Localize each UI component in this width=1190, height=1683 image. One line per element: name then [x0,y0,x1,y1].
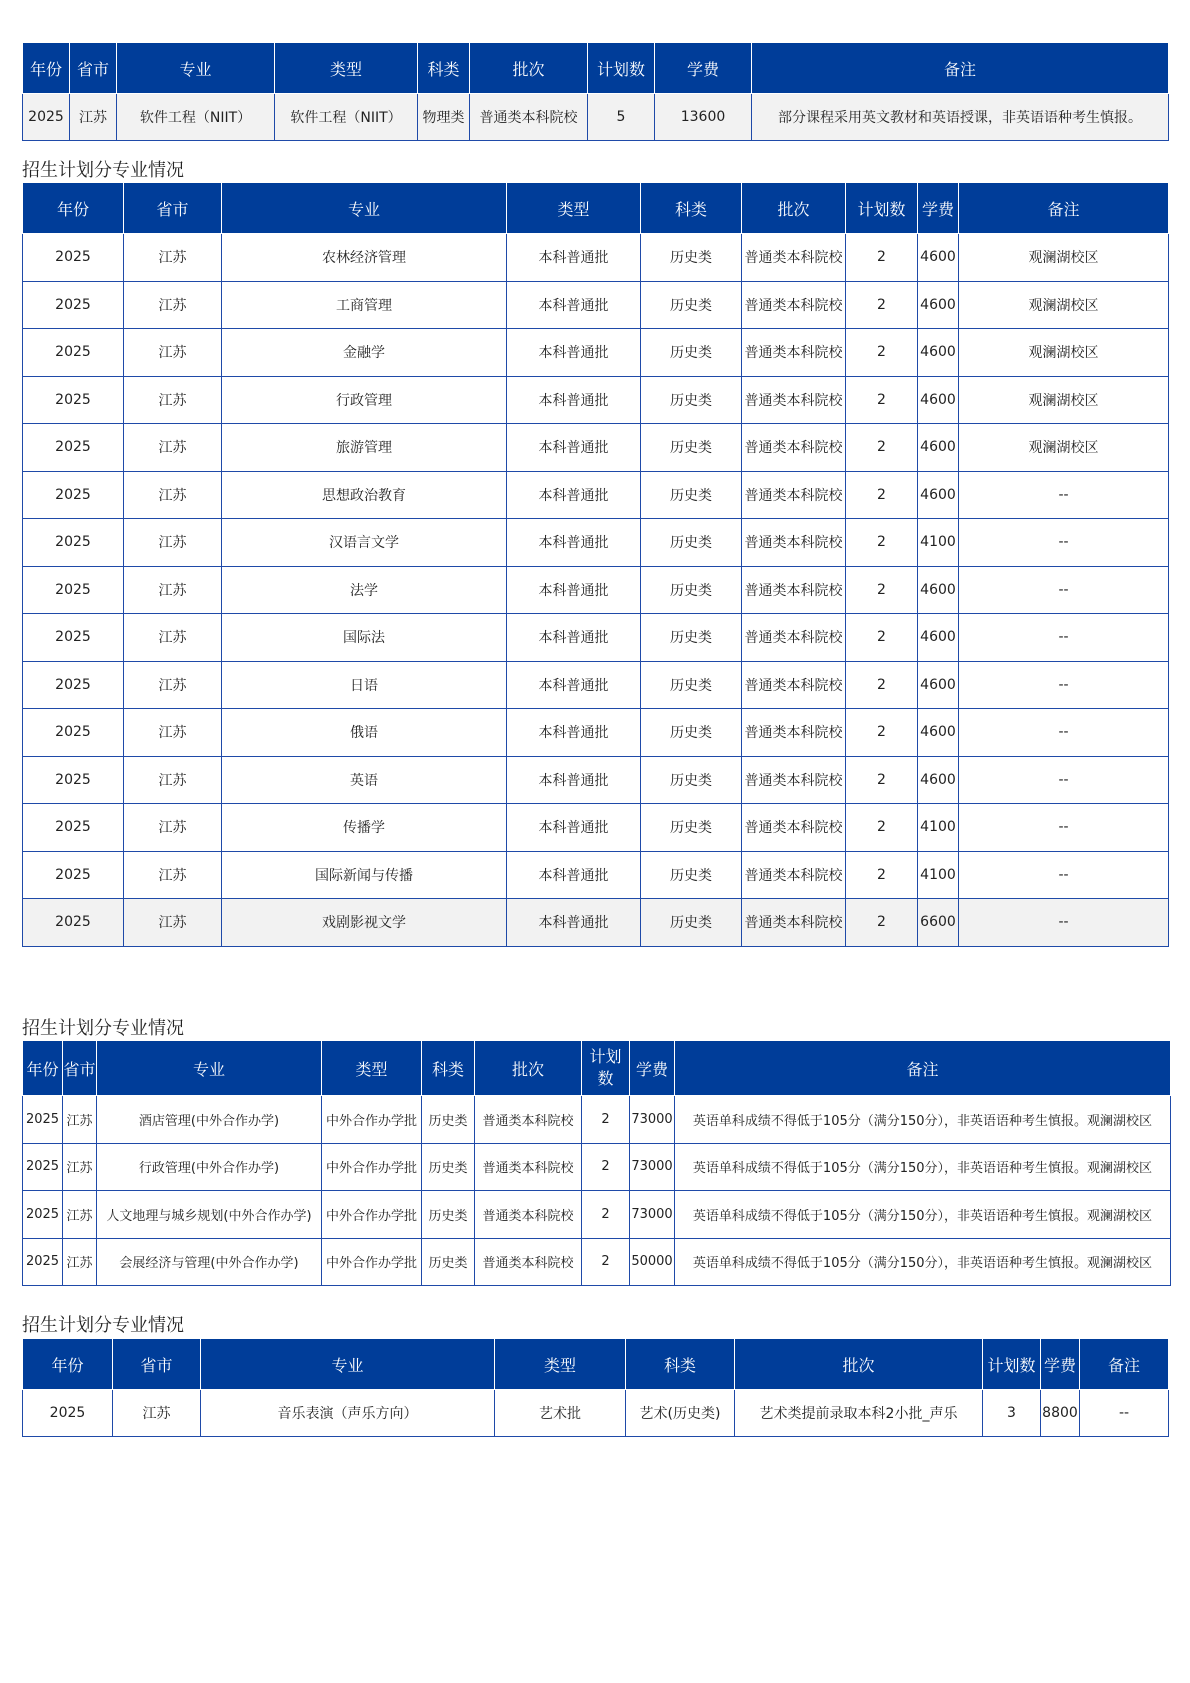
year-cell: 2025 [23,899,124,947]
fee-cell: 4600 [918,424,959,472]
fee-cell: 4600 [918,661,959,709]
year-cell: 2025 [23,851,124,899]
note-cell: -- [959,804,1169,852]
fee-cell: 6600 [918,899,959,947]
type-cell: 本科普通批 [507,376,641,424]
major-cell: 英语 [222,756,507,804]
major-header: 专业 [201,1339,495,1390]
table-row [23,709,1169,757]
province-cell: 江苏 [63,1191,97,1239]
fee-cell: 4600 [918,329,959,377]
province-cell: 江苏 [63,1096,97,1144]
major-cell: 农林经济管理 [222,234,507,282]
plan-cell: 2 [846,329,918,377]
type-cell: 本科普通批 [507,329,641,377]
plan-cell: 2 [846,471,918,519]
major-cell: 金融学 [222,329,507,377]
plan-cell: 2 [582,1191,630,1239]
year-cell: 2025 [23,376,124,424]
type-cell: 中外合作办学批 [322,1143,422,1191]
fee-cell: 4600 [918,376,959,424]
section-title: 招生计划分专业情况 [22,1315,184,1336]
table-row [23,614,1169,662]
subject-cell: 历史类 [422,1238,475,1286]
major-cell: 传播学 [222,804,507,852]
year-cell: 2025 [23,614,124,662]
type-cell: 本科普通批 [507,661,641,709]
year-cell: 2025 [23,804,124,852]
plan-cell: 2 [846,566,918,614]
table-row [23,329,1169,377]
type-cell: 中外合作办学批 [322,1191,422,1239]
year-cell: 2025 [23,1143,63,1191]
batch-header: 批次 [735,1339,983,1390]
plan-cell: 2 [846,519,918,567]
province-cell: 江苏 [113,1390,201,1437]
province-cell: 江苏 [124,424,222,472]
type-cell: 本科普通批 [507,756,641,804]
plan-header: 计划数 [582,1041,630,1096]
major-cell: 国际法 [222,614,507,662]
batch-cell: 普通类本科院校 [742,281,846,329]
note-cell: -- [959,709,1169,757]
year-header: 年份 [23,183,124,234]
fee-cell: 8800 [1041,1390,1080,1437]
table-row [23,1390,1169,1437]
batch-cell: 普通类本科院校 [475,1238,582,1286]
plan-cell: 5 [588,94,655,141]
subject-header: 科类 [422,1041,475,1096]
note-cell: 观澜湖校区 [959,424,1169,472]
major-cell: 会展经济与管理(中外合作办学) [97,1238,322,1286]
type-cell: 本科普通批 [507,471,641,519]
table-row [23,424,1169,472]
batch-cell: 普通类本科院校 [742,661,846,709]
type-cell: 艺术批 [495,1390,626,1437]
subject-cell: 历史类 [641,614,742,662]
batch-cell: 普通类本科院校 [475,1096,582,1144]
plan-cell: 2 [582,1096,630,1144]
province-cell: 江苏 [124,376,222,424]
major-cell: 酒店管理(中外合作办学) [97,1096,322,1144]
section-title: 招生计划分专业情况 [22,160,184,181]
major-cell: 日语 [222,661,507,709]
major-header: 专业 [97,1041,322,1096]
province-cell: 江苏 [124,756,222,804]
note-cell: 英语单科成绩不得低于105分（满分150分），非英语语种考生慎报。观澜湖校区 [675,1191,1171,1239]
type-header: 类型 [322,1041,422,1096]
subject-cell: 历史类 [641,566,742,614]
note-cell: -- [959,471,1169,519]
note-cell: 观澜湖校区 [959,234,1169,282]
major-cell: 旅游管理 [222,424,507,472]
year-cell: 2025 [23,94,70,141]
plan-cell: 3 [983,1390,1041,1437]
plan-cell: 2 [846,424,918,472]
subject-header: 科类 [626,1339,735,1390]
major-cell: 思想政治教育 [222,471,507,519]
fee-cell: 50000 [630,1238,675,1286]
subject-cell: 历史类 [641,756,742,804]
plan-header: 计划数 [983,1339,1041,1390]
note-header: 备注 [752,43,1169,94]
fee-header: 学费 [918,183,959,234]
subject-header: 科类 [641,183,742,234]
fee-cell: 4600 [918,281,959,329]
major-cell: 行政管理 [222,376,507,424]
type-header: 类型 [495,1339,626,1390]
subject-cell: 历史类 [641,709,742,757]
type-cell: 本科普通批 [507,566,641,614]
plan-cell: 2 [846,756,918,804]
table-row [23,471,1169,519]
table-header-row [23,1041,1171,1096]
province-cell: 江苏 [124,661,222,709]
province-cell: 江苏 [124,471,222,519]
note-cell: 部分课程采用英文教材和英语授课，非英语语种考生慎报。 [752,94,1169,141]
year-cell: 2025 [23,709,124,757]
province-header: 省市 [124,183,222,234]
plan-cell: 2 [846,851,918,899]
table-row [23,376,1169,424]
fee-header: 学费 [1041,1339,1080,1390]
type-cell: 本科普通批 [507,709,641,757]
plan-table-2 [22,182,1169,947]
province-cell: 江苏 [124,281,222,329]
major-cell: 国际新闻与传播 [222,851,507,899]
subject-cell: 历史类 [641,519,742,567]
note-header: 备注 [1080,1339,1169,1390]
fee-cell: 4600 [918,471,959,519]
fee-cell: 4100 [918,851,959,899]
fee-cell: 4600 [918,566,959,614]
plan-cell: 2 [582,1143,630,1191]
table-row [23,661,1169,709]
plan-cell: 2 [846,376,918,424]
type-cell: 本科普通批 [507,234,641,282]
major-cell: 工商管理 [222,281,507,329]
subject-cell: 历史类 [641,376,742,424]
subject-cell: 历史类 [641,424,742,472]
year-header: 年份 [23,43,70,94]
batch-cell: 普通类本科院校 [742,566,846,614]
table-row [23,94,1169,141]
province-cell: 江苏 [124,614,222,662]
year-cell: 2025 [23,329,124,377]
major-cell: 汉语言文学 [222,519,507,567]
subject-cell: 历史类 [422,1096,475,1144]
fee-cell: 4600 [918,756,959,804]
table-row [23,566,1169,614]
table-row [23,519,1169,567]
batch-cell: 普通类本科院校 [742,424,846,472]
major-cell: 软件工程（NIIT） [117,94,275,141]
note-cell: -- [959,756,1169,804]
batch-cell: 普通类本科院校 [742,709,846,757]
plan-cell: 2 [846,614,918,662]
province-cell: 江苏 [124,519,222,567]
province-header: 省市 [63,1041,97,1096]
major-header: 专业 [222,183,507,234]
year-cell: 2025 [23,1096,63,1144]
major-cell: 音乐表演（声乐方向） [201,1390,495,1437]
batch-cell: 普通类本科院校 [742,234,846,282]
table-row [23,804,1169,852]
subject-cell: 历史类 [641,329,742,377]
province-cell: 江苏 [63,1238,97,1286]
table-row [23,756,1169,804]
province-header: 省市 [113,1339,201,1390]
batch-cell: 普通类本科院校 [742,329,846,377]
plan-cell: 2 [846,661,918,709]
fee-cell: 13600 [655,94,752,141]
fee-cell: 4100 [918,804,959,852]
province-cell: 江苏 [124,709,222,757]
year-cell: 2025 [23,1191,63,1239]
note-cell: -- [959,851,1169,899]
subject-cell: 历史类 [641,234,742,282]
note-cell: -- [959,519,1169,567]
batch-cell: 普通类本科院校 [742,804,846,852]
plan-cell: 2 [846,709,918,757]
plan-cell: 2 [846,281,918,329]
major-cell: 人文地理与城乡规划(中外合作办学) [97,1191,322,1239]
fee-cell: 73000 [630,1096,675,1144]
type-cell: 本科普通批 [507,851,641,899]
note-cell: -- [959,566,1169,614]
plan-cell: 2 [846,899,918,947]
note-cell: 英语单科成绩不得低于105分（满分150分），非英语语种考生慎报。观澜湖校区 [675,1143,1171,1191]
year-header: 年份 [23,1041,63,1096]
subject-cell: 历史类 [422,1143,475,1191]
year-cell: 2025 [23,661,124,709]
major-cell: 法学 [222,566,507,614]
major-cell: 俄语 [222,709,507,757]
plan-header: 计划数 [588,43,655,94]
subject-cell: 历史类 [641,804,742,852]
subject-cell: 历史类 [641,899,742,947]
type-header: 类型 [507,183,641,234]
plan-table-3 [22,1040,1171,1286]
batch-header: 批次 [470,43,588,94]
major-cell: 戏剧影视文学 [222,899,507,947]
year-header: 年份 [23,1339,113,1390]
note-cell: -- [959,899,1169,947]
note-cell: -- [1080,1390,1169,1437]
province-header: 省市 [70,43,117,94]
province-cell: 江苏 [124,566,222,614]
subject-cell: 历史类 [422,1191,475,1239]
type-cell: 软件工程（NIIT） [275,94,418,141]
table-row [23,1096,1171,1144]
note-cell: 英语单科成绩不得低于105分（满分150分），非英语语种考生慎报。观澜湖校区 [675,1238,1171,1286]
type-cell: 中外合作办学批 [322,1096,422,1144]
type-header: 类型 [275,43,418,94]
type-cell: 本科普通批 [507,899,641,947]
batch-cell: 普通类本科院校 [475,1143,582,1191]
batch-cell: 艺术类提前录取本科2小批_声乐 [735,1390,983,1437]
type-cell: 本科普通批 [507,281,641,329]
note-cell: 英语单科成绩不得低于105分（满分150分），非英语语种考生慎报。观澜湖校区 [675,1096,1171,1144]
type-cell: 本科普通批 [507,424,641,472]
year-cell: 2025 [23,756,124,804]
note-cell: -- [959,614,1169,662]
table-header-row [23,183,1169,234]
note-cell: -- [959,661,1169,709]
major-cell: 行政管理(中外合作办学) [97,1143,322,1191]
batch-cell: 普通类本科院校 [742,519,846,567]
plan-cell: 2 [846,804,918,852]
batch-header: 批次 [742,183,846,234]
province-cell: 江苏 [63,1143,97,1191]
fee-cell: 73000 [630,1143,675,1191]
note-header: 备注 [675,1041,1171,1096]
batch-cell: 普通类本科院校 [742,376,846,424]
batch-cell: 普通类本科院校 [742,756,846,804]
table-row [23,1191,1171,1239]
table-header-row [23,1339,1169,1390]
fee-cell: 73000 [630,1191,675,1239]
table-row [23,899,1169,947]
note-cell: 观澜湖校区 [959,329,1169,377]
note-cell: 观澜湖校区 [959,281,1169,329]
year-cell: 2025 [23,424,124,472]
subject-cell: 历史类 [641,661,742,709]
type-cell: 本科普通批 [507,804,641,852]
plan-cell: 2 [846,234,918,282]
subject-cell: 艺术(历史类) [626,1390,735,1437]
year-cell: 2025 [23,1238,63,1286]
fee-cell: 4100 [918,519,959,567]
province-cell: 江苏 [124,804,222,852]
fee-cell: 4600 [918,234,959,282]
year-cell: 2025 [23,1390,113,1437]
major-header: 专业 [117,43,275,94]
table-row [23,1238,1171,1286]
year-cell: 2025 [23,281,124,329]
year-cell: 2025 [23,566,124,614]
province-cell: 江苏 [70,94,117,141]
note-header: 备注 [959,183,1169,234]
fee-header: 学费 [630,1041,675,1096]
plan-cell: 2 [582,1238,630,1286]
batch-header: 批次 [475,1041,582,1096]
section-title: 招生计划分专业情况 [22,1018,184,1039]
batch-cell: 普通类本科院校 [742,899,846,947]
table-row [23,1143,1171,1191]
year-cell: 2025 [23,234,124,282]
batch-cell: 普通类本科院校 [742,471,846,519]
type-cell: 本科普通批 [507,519,641,567]
subject-header: 科类 [418,43,470,94]
subject-cell: 历史类 [641,851,742,899]
batch-cell: 普通类本科院校 [742,614,846,662]
fee-cell: 4600 [918,709,959,757]
table-row [23,851,1169,899]
batch-cell: 普通类本科院校 [470,94,588,141]
province-cell: 江苏 [124,329,222,377]
table-row [23,281,1169,329]
province-cell: 江苏 [124,234,222,282]
subject-cell: 历史类 [641,471,742,519]
table-row [23,234,1169,282]
table-header-row [23,43,1169,94]
year-cell: 2025 [23,519,124,567]
plan-header: 计划数 [846,183,918,234]
subject-cell: 历史类 [641,281,742,329]
batch-cell: 普通类本科院校 [742,851,846,899]
type-cell: 本科普通批 [507,614,641,662]
fee-header: 学费 [655,43,752,94]
type-cell: 中外合作办学批 [322,1238,422,1286]
province-cell: 江苏 [124,899,222,947]
plan-table-1 [22,42,1169,141]
plan-table-4 [22,1338,1169,1437]
batch-cell: 普通类本科院校 [475,1191,582,1239]
subject-cell: 物理类 [418,94,470,141]
fee-cell: 4600 [918,614,959,662]
note-cell: 观澜湖校区 [959,376,1169,424]
province-cell: 江苏 [124,851,222,899]
year-cell: 2025 [23,471,124,519]
